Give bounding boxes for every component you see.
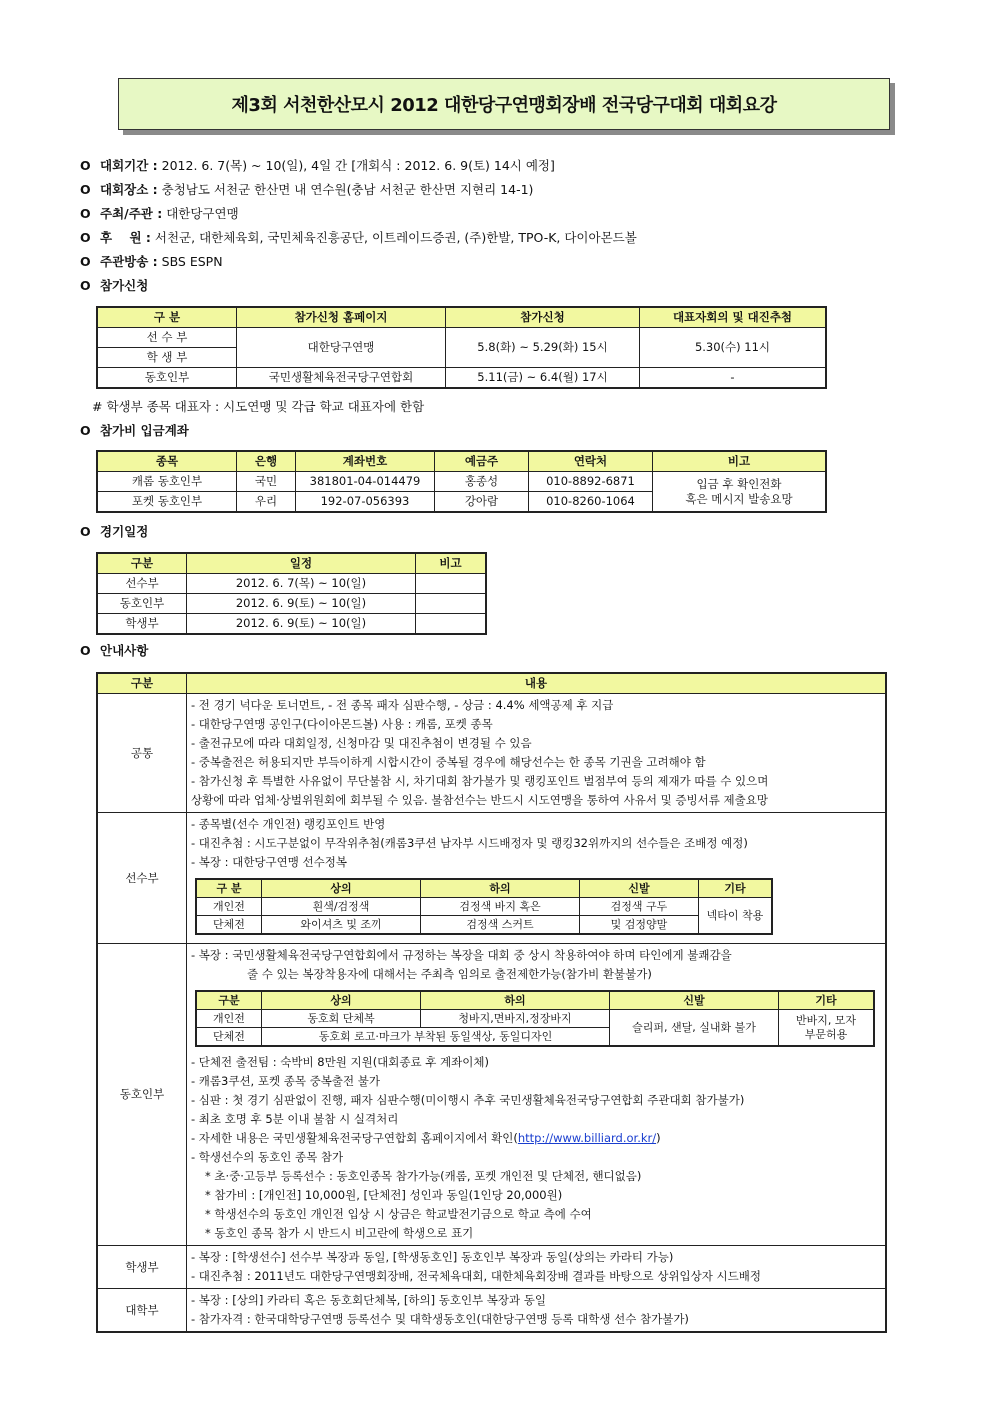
schedule-table: [96, 552, 487, 635]
table-header: 기타: [779, 991, 875, 1010]
homepage-line: - 자세한 내용은 국민생활체육전국당구연합회 홈페이지에서 확인(http://www.billiard.or.kr/): [191, 1131, 661, 1145]
table-cell: 대한당구연맹: [237, 328, 446, 368]
guide-table: [96, 672, 887, 1333]
table-header: 상의: [262, 991, 421, 1010]
registration-table: [96, 306, 827, 389]
table-cell: 강아람: [435, 492, 529, 513]
table-header: 은행: [237, 451, 296, 472]
fee-table: [96, 450, 827, 513]
table-header: 비고: [416, 553, 487, 574]
bullet-icon: O: [80, 158, 91, 173]
table-cell: 학 생 부: [97, 348, 237, 368]
table-cell: 010-8892-6871: [529, 472, 653, 492]
table-cell: 학생부: [97, 614, 187, 635]
player-dress-table: [195, 878, 773, 935]
bullet-icon: O: [80, 524, 91, 539]
table-cell: 홍종성: [435, 472, 529, 492]
guide-label-student: 학생부: [97, 1246, 187, 1289]
guide-label-common: 공통: [97, 694, 187, 813]
bullet-icon: O: [80, 206, 91, 221]
guide-content-common: - 전 경기 넉다운 토너먼트, - 전 종목 패자 심판수행, - 상금 : 4.4% 세액공제 후 지급 - 대한당구연맹 공인구(다이아몬드볼) 사용 : 캐롬, 포켓 종목 - 출전규모에 따라 대회일정, 신청마감 및 대진추첨이 변경될 수 있음 - 중복출전은 허용되지만 부득이하게 시합시간이 중복될 경우에 해당선수는 한 종목 기권을 고려해야 함 - 참가신청 후 특별한 사유없이 무단불참 시, 차기대회 참가불가 및 랭킹포인트 벌점부여 등의 제재가 따를 수 있으며 상황에 따라 업체·상벌위원회에 회부될 수 있음. 불참선수는 반드시 시도연맹을 통하여 사유서 및 증빙서류 제출요망: [187, 694, 887, 813]
bullet-icon: O: [80, 182, 91, 197]
bullet-icon: O: [80, 254, 91, 269]
billiard-homepage-link[interactable]: http://www.billiard.or.kr/: [517, 1131, 657, 1145]
table-header: 예금주: [435, 451, 529, 472]
guide-label-amateur: 동호인부: [97, 944, 187, 1246]
table-cell: 청바지,면바지,정장바지: [421, 1010, 610, 1028]
table-cell: 및 검정양말: [580, 916, 699, 935]
table-cell: [416, 614, 487, 635]
table-cell: 슬리퍼, 샌달, 실내화 불가: [610, 1010, 779, 1047]
table-cell: 선 수 부: [97, 328, 237, 348]
table-header: 계좌번호: [296, 451, 435, 472]
guide-content-student: - 복장 : [학생선수] 선수부 복장과 동일, [학생동호인] 동호인부 복장과 동일(상의는 카라티 가능) - 대진추첨 : 2011년도 대한당구연맹회장배, 전국체육대회, 대한체육회장배 결과를 바탕으로 상위입상자 시드배정: [187, 1246, 887, 1289]
guide-label-university: 대학부: [97, 1289, 187, 1333]
table-cell: [416, 594, 487, 614]
table-cell: 검정색 스커트: [421, 916, 580, 935]
table-cell: 캐롬 동호인부: [97, 472, 237, 492]
table-cell: 흰색/검정색: [262, 898, 421, 916]
table-cell: 동호인부: [97, 594, 187, 614]
table-cell: 반바지, 모자 부문허용: [779, 1010, 875, 1047]
table-cell: 국민생활체육전국당구연합회: [237, 368, 446, 389]
guide-content-amateur: - 복장 : 국민생활체육전국당구연합회에서 규정하는 복장을 대회 중 상시 착용하여야 하며 타인에게 불쾌감을 줄 수 있는 복장착용자에 대해서는 주최측 임의로 출전제한가능(참가비 환불불가) 구분 상의 하의 신발 기타 개인전 동호회 단체복 청바지,면바지,정장바지 슬리퍼, 샌달, 실내화 불가 반바지, 모자 부문허용 단체전 동호회 로고·마크가 부착된 동일색상, 동일디자인 - 단체전 출전팀 : 숙박비 8만원 지원(대회종료 후 계좌이체) - 캐롬3쿠션, 포켓 종목 중복출전 불가 - 심판 : 첫 경기 심판없이 진행, 패자 심판수행(미이행시 추후 국민생활체육전국당구연합회 주관대회 참가불가) - 최초 호명 후 5분 이내 불참 시 실격처리 - 자세한 내용은 국민생활체육전국당구연합회 홈페이지에서 확인(http://www.billiard.or.kr/) - 학생선수의 동호인 종목 참가 * 초·중·고등부 등록선수 : 동호인종목 참가가능(캐롬, 포켓 개인전 및 단체전, 핸디없음) * 참가비 : [개인전] 10,000원, [단체전] 성인과 동일(1인당 20,000원) * 학생선수의 동호인 개인전 입상 시 상금은 학교발전기금으로 학교 측에 수여 * 동호인 종목 참가 시 반드시 비고란에 학생으로 표기: [187, 944, 887, 1246]
bullet-icon: O: [80, 278, 91, 293]
table-header: 기타: [699, 879, 773, 898]
section-schedule: O 경기일정: [80, 524, 149, 539]
table-cell: 5.30(수) 11시: [640, 328, 827, 368]
table-cell: 입금 후 확인전화 혹은 메시지 발송요망: [653, 472, 827, 513]
guide-content-university: - 복장 : [상의] 카라티 혹은 동호회단체복, [하의] 동호인부 복장과 동일 - 참가자격 : 한국대학당구연맹 등록선수 및 대학생동호인(대한당구연맹 등록 대학생 선수 참가불가): [187, 1289, 887, 1333]
info-sponsor: O 후 원 : 서천군, 대한체육회, 국민체육진흥공단, 이트레이드증권, (주)한발, TPO-K, 다이아몬드볼: [80, 230, 637, 245]
table-header: 참가신청 홈페이지: [237, 307, 446, 328]
table-header: 대표자회의 및 대진추첨: [640, 307, 827, 328]
table-cell: -: [640, 368, 827, 389]
table-cell: 단체전: [196, 916, 262, 935]
table-cell: 우리: [237, 492, 296, 513]
info-period: O 대회기간 : 2012. 6. 7(목) ~ 10(일), 4일 간 [개회식 : 2012. 6. 9(토) 14시 예정]: [80, 158, 555, 173]
table-header: 내용: [187, 673, 887, 694]
table-cell: 2012. 6. 9(토) ~ 10(일): [187, 594, 416, 614]
table-cell: 381801-04-014479: [296, 472, 435, 492]
bullet-icon: O: [80, 230, 91, 245]
table-cell: 개인전: [196, 1010, 262, 1028]
table-cell: 2012. 6. 9(토) ~ 10(일): [187, 614, 416, 635]
table-cell: 5.8(화) ~ 5.29(화) 15시: [446, 328, 640, 368]
table-header: 연락처: [529, 451, 653, 472]
table-cell: 와이셔츠 및 조끼: [262, 916, 421, 935]
section-fee: O 참가비 입금계좌: [80, 423, 189, 438]
table-header: 상의: [262, 879, 421, 898]
table-cell: [416, 574, 487, 594]
table-cell: 넥타이 착용: [699, 898, 773, 935]
table-cell: 포켓 동호인부: [97, 492, 237, 513]
amateur-dress-table: [195, 990, 875, 1047]
table-cell: 동호회 로고·마크가 부착된 동일색상, 동일디자인: [262, 1028, 610, 1047]
table-cell: 010-8260-1064: [529, 492, 653, 513]
table-cell: 동호인부: [97, 368, 237, 389]
table-cell: 동호회 단체복: [262, 1010, 421, 1028]
bullet-icon: O: [80, 423, 91, 438]
table-header: 구분: [97, 673, 187, 694]
table-cell: 검정색 바지 혹은: [421, 898, 580, 916]
table-header: 일정: [187, 553, 416, 574]
info-host: O 주최/주관 : 대한당구연맹: [80, 206, 239, 221]
table-header: 참가신청: [446, 307, 640, 328]
info-venue: O 대회장소 : 충청남도 서천군 한산면 내 연수원(충남 서천군 한산면 지현리 14-1): [80, 182, 534, 197]
table-cell: 선수부: [97, 574, 187, 594]
info-broadcast: O 주관방송 : SBS ESPN: [80, 254, 223, 269]
table-cell: 국민: [237, 472, 296, 492]
table-cell: 192-07-056393: [296, 492, 435, 513]
guide-label-player: 선수부: [97, 813, 187, 944]
table-header: 비고: [653, 451, 827, 472]
table-header: 신발: [610, 991, 779, 1010]
table-cell: 5.11(금) ~ 6.4(월) 17시: [446, 368, 640, 389]
table-cell: 2012. 6. 7(목) ~ 10(일): [187, 574, 416, 594]
table-header: 하의: [421, 991, 610, 1010]
table-cell: 단체전: [196, 1028, 262, 1047]
table-cell: 검정색 구두: [580, 898, 699, 916]
table-header: 구분: [97, 553, 187, 574]
table-header: 구 분: [97, 307, 237, 328]
section-registration: O 참가신청: [80, 278, 149, 293]
table-header: 신발: [580, 879, 699, 898]
page-title: 제3회 서천한산모시 2012 대한당구연맹회장배 전국당구대회 대회요강: [118, 78, 890, 130]
registration-note: # 학생부 종목 대표자 : 시도연맹 및 각급 학교 대표자에 한함: [92, 399, 425, 414]
table-cell: 개인전: [196, 898, 262, 916]
table-header: 구분: [196, 991, 262, 1010]
table-header: 하의: [421, 879, 580, 898]
guide-table-wrapper: [96, 672, 887, 1333]
guide-content-player: - 종목별(선수 개인전) 랭킹포인트 반영 - 대진추첨 : 시도구분없이 무작위추첨(캐롬3쿠션 남자부 시드배정자 및 랭킹32위까지의 선수들은 조배정 예정) - 복장 : 대한당구연맹 선수정복 구 분 상의 하의 신발 기타 개인전 흰색/검정색 검정색 바지 혹은 검정색 구두 넥타이 착용 단체전 와이셔츠 및 조끼 검정색 스커트 및 검정양말: [187, 813, 887, 944]
table-header: 종목: [97, 451, 237, 472]
table-header: 구 분: [196, 879, 262, 898]
section-guide: O 안내사항: [80, 643, 149, 658]
bullet-icon: O: [80, 643, 91, 658]
